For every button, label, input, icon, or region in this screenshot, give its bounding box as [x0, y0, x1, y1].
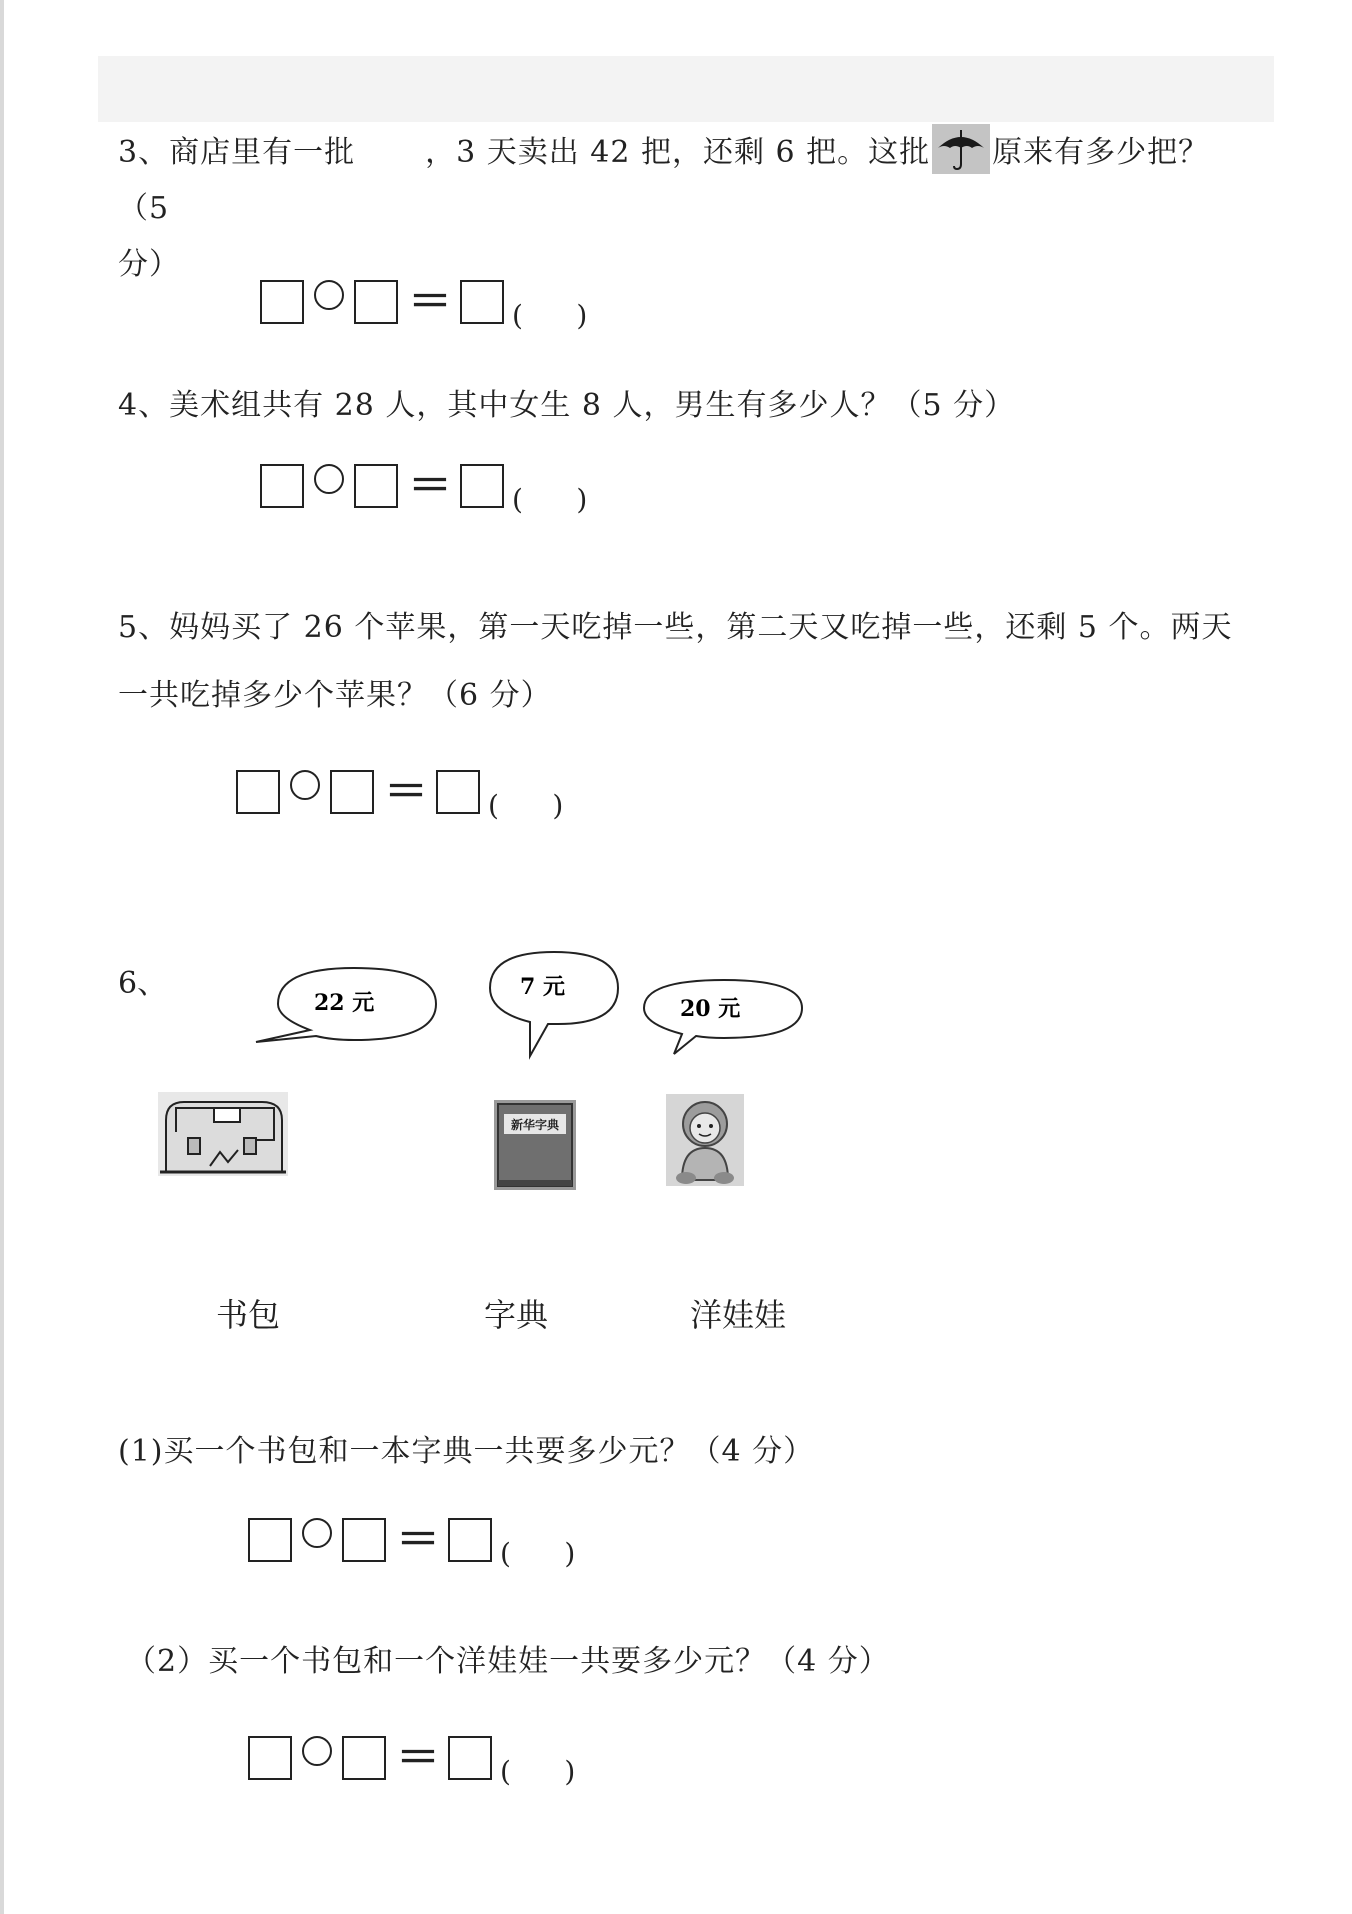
answer-box[interactable]: [330, 770, 374, 814]
question-6-1: (1)买一个书包和一本字典一共要多少元？（4 分）: [118, 1434, 815, 1469]
answer-box[interactable]: [260, 280, 304, 324]
equation-q5: [236, 762, 564, 822]
q3-text-part2: ，3 天卖出 42 把，还剩 6 把。这批: [425, 135, 931, 170]
equals-sign: ＝: [384, 766, 428, 817]
equals-sign: ＝: [408, 460, 452, 511]
equation-q6-1: [248, 1510, 576, 1570]
doll-icon: [666, 1094, 744, 1186]
question-5: [118, 594, 1248, 730]
answer-box[interactable]: [460, 464, 504, 508]
operator-circle[interactable]: [302, 1736, 332, 1766]
answer-box[interactable]: [236, 770, 280, 814]
answer-box[interactable]: [342, 1518, 386, 1562]
answer-box[interactable]: [448, 1736, 492, 1780]
q3-text-part1: 3、商店里有一批: [118, 135, 356, 170]
unit-blank[interactable]: ( ): [512, 483, 588, 516]
price-bubble-schoolbag: [250, 960, 450, 1060]
operator-circle[interactable]: [302, 1518, 332, 1548]
item-label-doll: 洋娃娃: [690, 1296, 787, 1334]
question-4: 4、美术组共有 28 人，其中女生 8 人，男生有多少人？（5 分）: [118, 388, 1016, 423]
question-6-number: 6、: [118, 966, 168, 1001]
equals-sign: ＝: [396, 1732, 440, 1783]
q5-line1: 5、妈妈买了 26 个苹果，第一天吃掉一些，第二天又吃掉一些，还剩 5 个。两天: [118, 610, 1233, 645]
operator-circle[interactable]: [314, 280, 344, 310]
page-edge: [0, 0, 4, 1914]
unit-blank[interactable]: ( ): [512, 299, 588, 332]
price-bubble-doll: [638, 974, 808, 1058]
dictionary-icon: [494, 1100, 576, 1190]
answer-box[interactable]: [436, 770, 480, 814]
q5-line2: 一共吃掉多少个苹果？（6 分）: [118, 678, 552, 713]
header-band: [98, 56, 1274, 122]
operator-circle[interactable]: [290, 770, 320, 800]
price-label: 20 元: [680, 996, 741, 1022]
question-6-2: （2）买一个书包和一个洋娃娃一共要多少元？（4 分）: [126, 1644, 890, 1679]
answer-box[interactable]: [342, 1736, 386, 1780]
equals-sign: ＝: [396, 1514, 440, 1565]
answer-box[interactable]: [248, 1736, 292, 1780]
umbrella-icon: [932, 124, 990, 174]
answer-box[interactable]: [460, 280, 504, 324]
answer-box[interactable]: [248, 1518, 292, 1562]
dictionary-cover-title: 新华字典: [510, 1118, 560, 1132]
equals-sign: ＝: [408, 276, 452, 327]
unit-blank[interactable]: ( ): [500, 1537, 576, 1570]
item-label-dictionary: 字典: [484, 1296, 549, 1334]
equation-q6-2: [248, 1728, 576, 1788]
question-3: [118, 124, 1248, 293]
equation-q4: [260, 456, 588, 516]
equation-q3: [260, 272, 588, 332]
unit-blank[interactable]: ( ): [488, 789, 564, 822]
answer-box[interactable]: [260, 464, 304, 508]
answer-box[interactable]: [448, 1518, 492, 1562]
price-label: 7 元: [520, 974, 565, 1000]
answer-box[interactable]: [354, 464, 398, 508]
price-bubble-dictionary: [486, 948, 626, 1060]
q3-text-part3: 原来有多少把？（5: [118, 135, 1210, 226]
item-label-schoolbag: 书包: [216, 1296, 281, 1334]
unit-blank[interactable]: ( ): [500, 1755, 576, 1788]
operator-circle[interactable]: [314, 464, 344, 494]
schoolbag-icon: [158, 1092, 288, 1176]
q3-text-part4: 分）: [118, 247, 180, 282]
price-label: 22 元: [314, 990, 375, 1016]
answer-box[interactable]: [354, 280, 398, 324]
